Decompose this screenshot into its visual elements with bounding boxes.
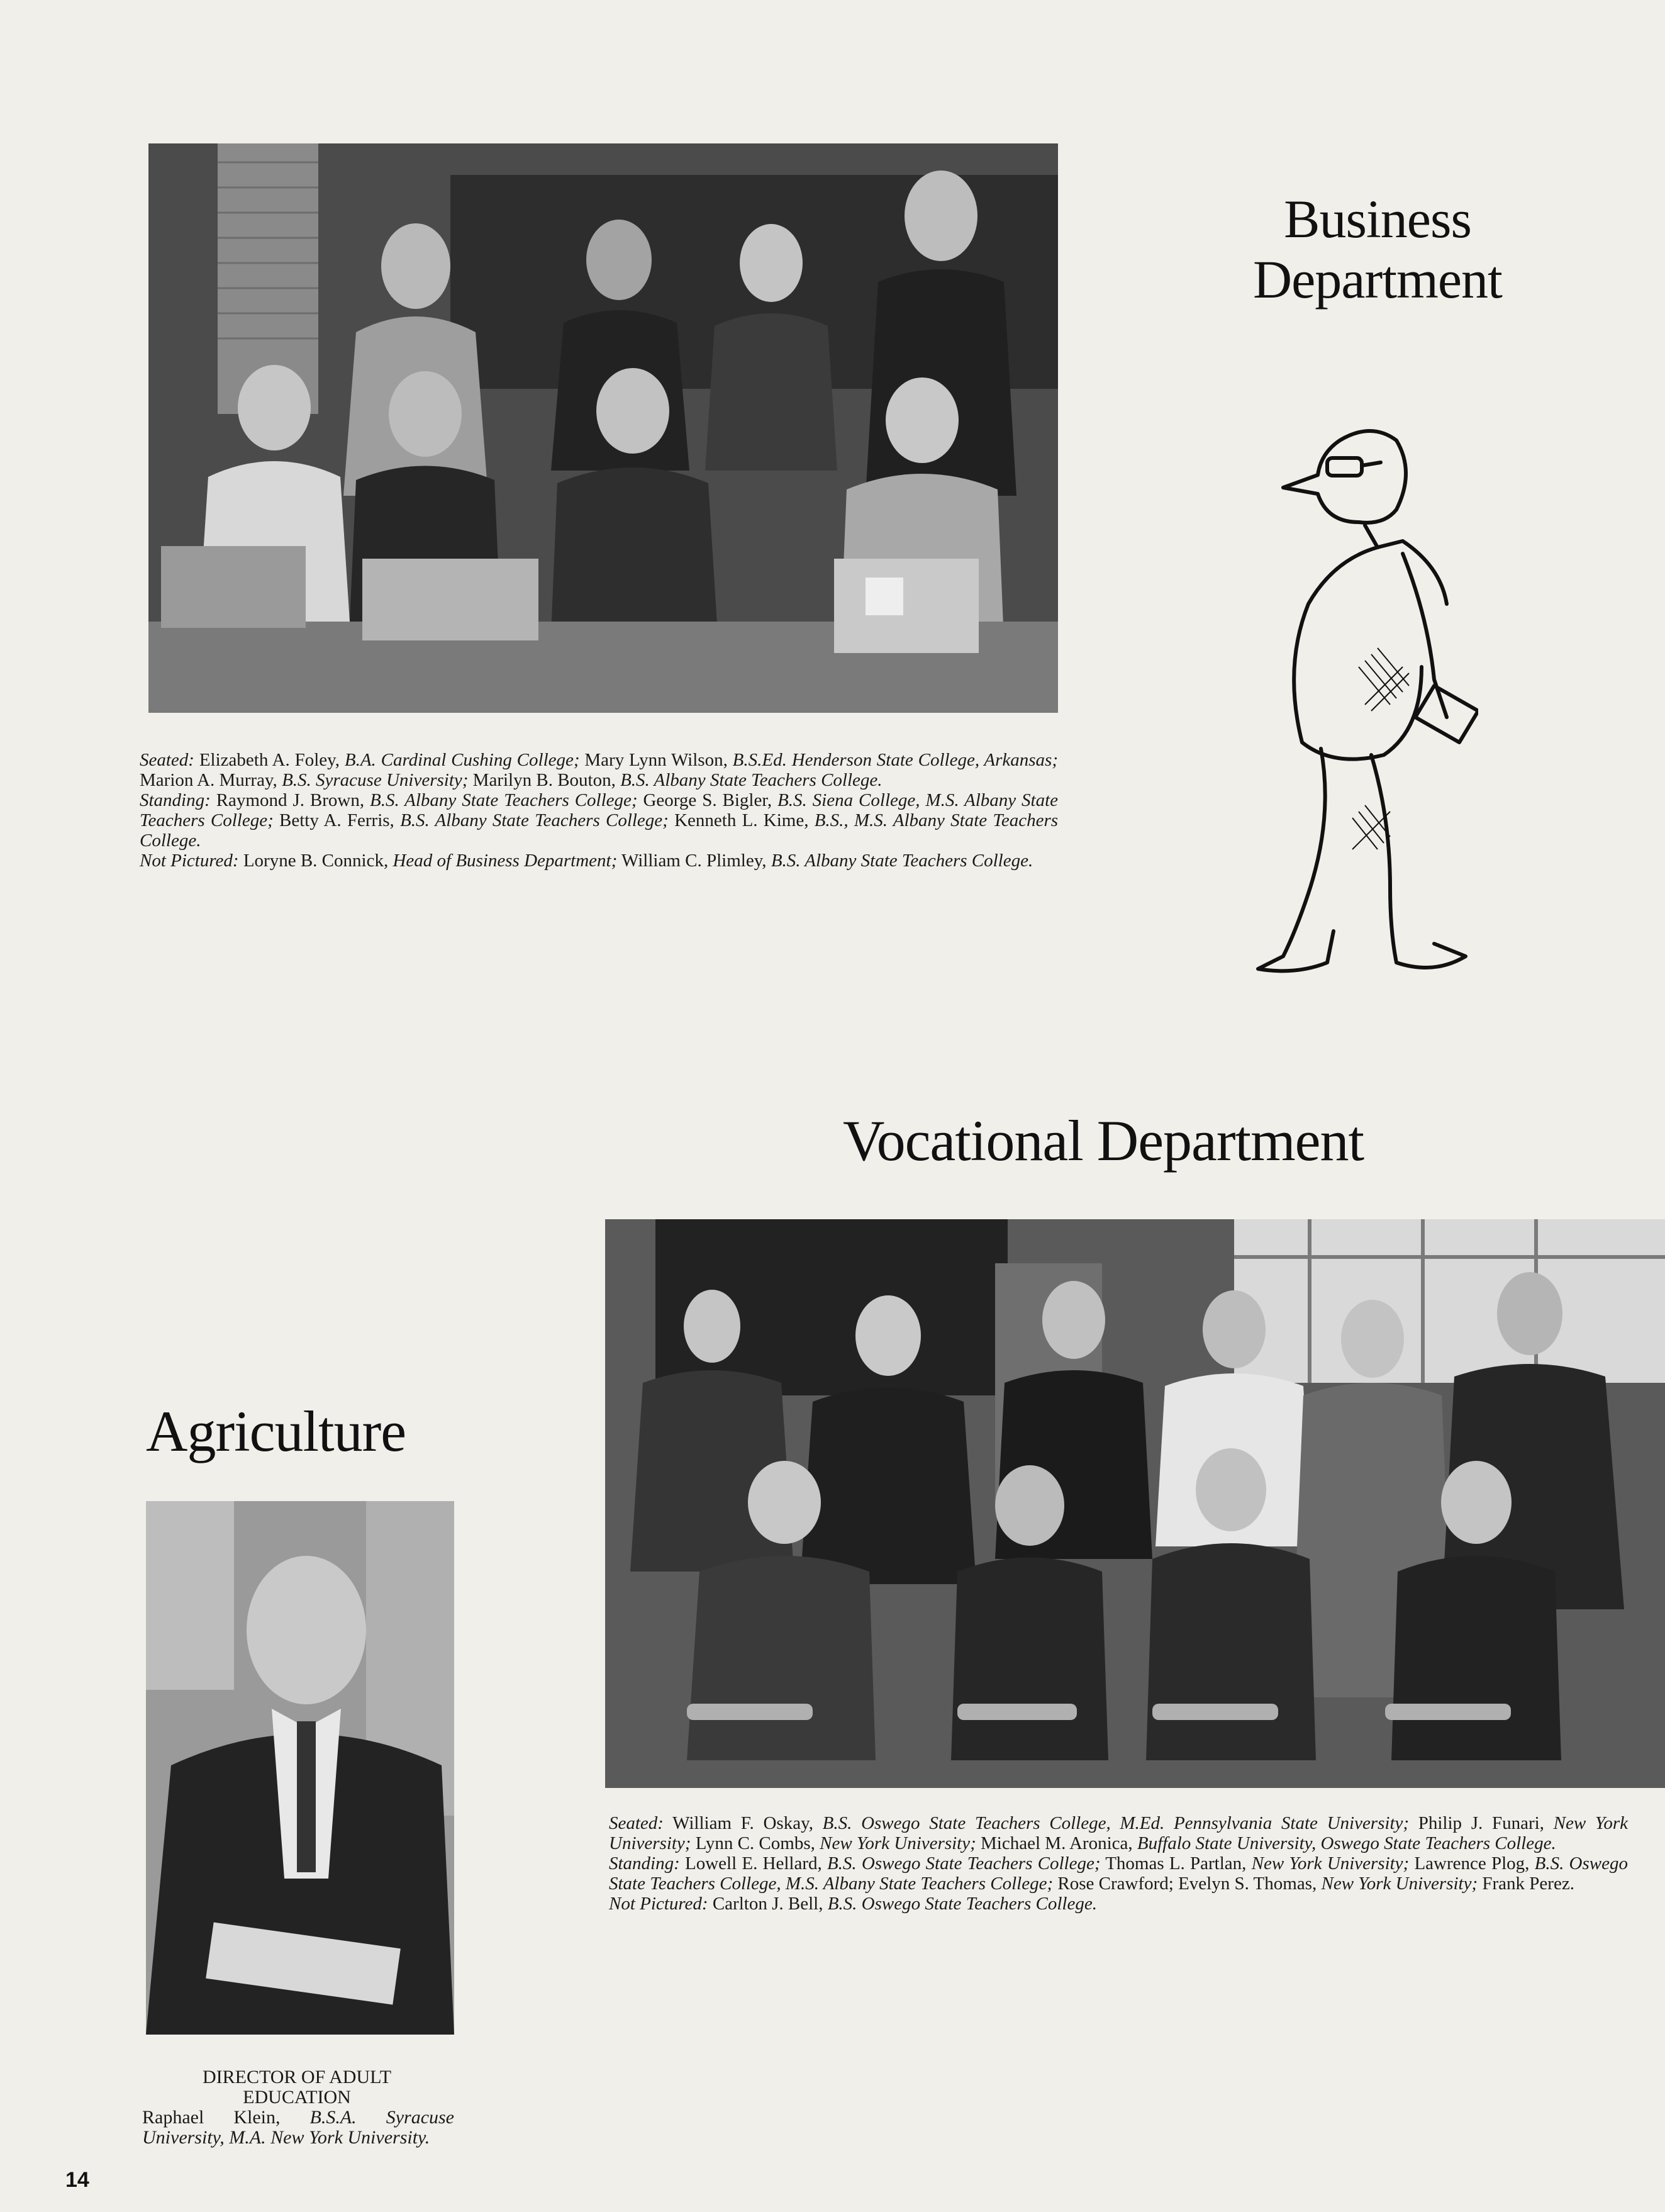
director-photo	[146, 1501, 454, 2035]
vocational-department-photo	[605, 1219, 1665, 1788]
vocational-caption	[609, 1813, 1628, 1914]
business-heading	[1214, 189, 1541, 310]
agriculture-heading: Agriculture	[146, 1399, 406, 1463]
vocational-caption-not-pictured: Not Pictured: Carlton J. Bell, B.S. Oswego State Teachers College.	[609, 1894, 1097, 1914]
vocational-caption-seated: Seated: William F. Oskay, B.S. Oswego State Teachers College, M.Ed. Pennsylvania State University; Philip J. Funari, New York University; Lynn C. Combs, New York University; Michael M. Aronica, Buffalo State University, Oswego State Teachers College.	[609, 1813, 1629, 1853]
business-caption-standing: Standing: Raymond J. Brown, B.S. Albany State Teachers College; George S. Bigler, B.S. Siena College, M.S. Albany State Teachers College; Betty A. Ferris, B.S. Albany State Teachers College; Kenneth L. Kime, B.S., M.S. Albany State Teachers College.	[140, 790, 1059, 851]
business-caption-not-pictured: Not Pictured: Loryne B. Connick, Head of Business Department; William C. Plimley, B.S. Albany State Teachers College.	[140, 851, 1033, 871]
director-caption	[140, 2067, 454, 2148]
director-title-line2: EDUCATION	[243, 2087, 351, 2108]
business-caption-seated: Seated: Elizabeth A. Foley, B.A. Cardinal Cushing College; Mary Lynn Wilson, B.S.Ed. Henderson State College, Arkansas; Marion A. Murray, B.S. Syracuse University; Marilyn B. Bouton, B.S. Albany State Teachers College.	[140, 750, 1058, 790]
vocational-caption-standing: Standing: Lowell E. Hellard, B.S. Oswego State Teachers College; Thomas L. Partlan, New York University; Lawrence Plog, B.S. Oswego State Teachers College, M.S. Albany State Teachers College; Rose Crawford; Evelyn S. Thomas, New York University; Frank Perez.	[609, 1853, 1628, 1894]
director-photo-illustration	[146, 1501, 454, 2035]
business-heading-line2: Department	[1253, 249, 1502, 310]
business-department-photo	[148, 143, 1058, 713]
director-title-line1: DIRECTOR OF ADULT	[202, 2067, 392, 2087]
director-details	[140, 2108, 454, 2148]
vocational-photo-illustration	[605, 1219, 1665, 1788]
business-photo-illustration	[148, 143, 1058, 713]
business-caption	[140, 750, 1058, 871]
business-heading-line1: Business	[1284, 189, 1471, 249]
page-number: 14	[65, 2168, 89, 2192]
vocational-heading: Vocational Department	[843, 1109, 1364, 1173]
walking-man-cartoon-icon	[1245, 415, 1478, 1013]
director-degree: B.S.A. Syracuse University, M.A. New York University.	[142, 2107, 454, 2148]
director-name: Raphael Klein,	[142, 2107, 281, 2128]
